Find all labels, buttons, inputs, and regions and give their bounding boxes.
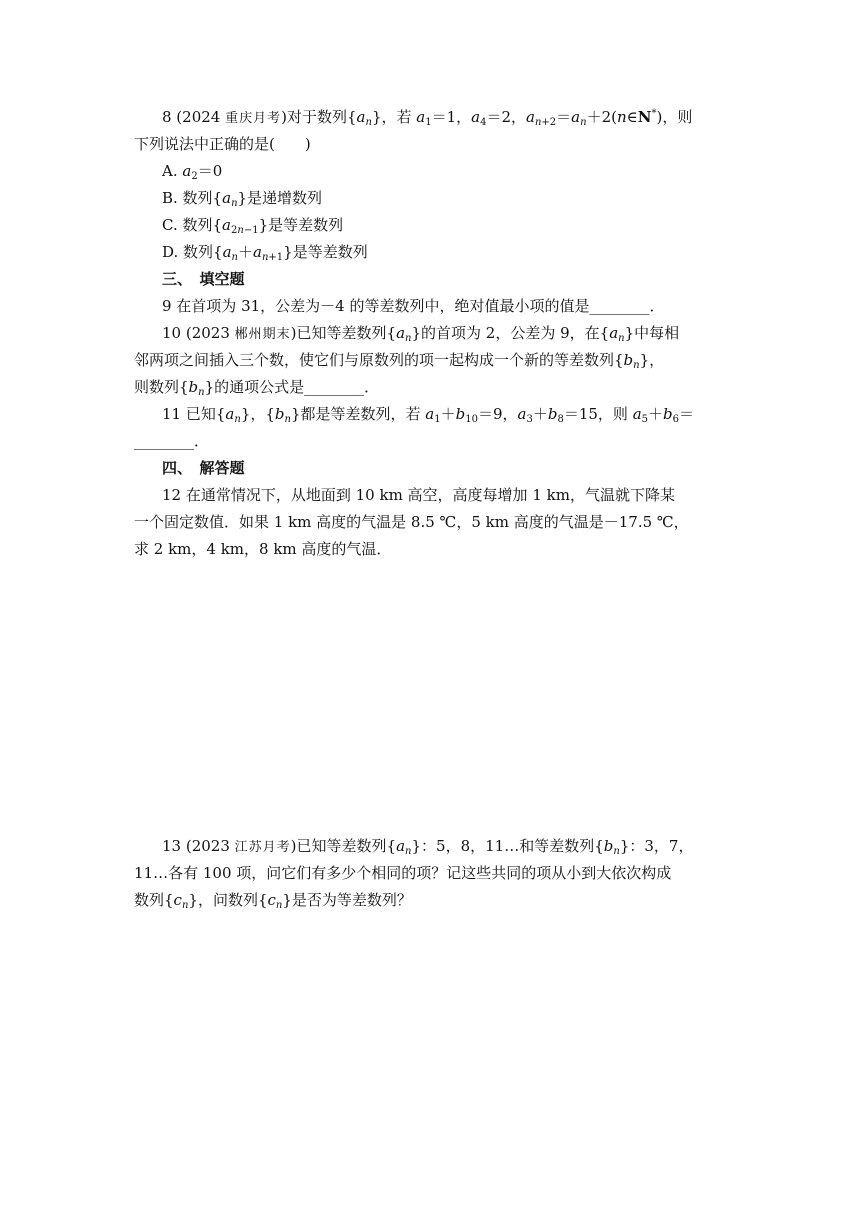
q8-option-d: D. 数列$\{a_n+a_{n+1}\}$是等差数列 [162,243,368,263]
q8-option-b: B. 数列$\{a_n\}$是递增数列 [162,189,323,209]
q13-line3: 数列$\{c_n\}$，问数列$\{c_n\}$是否为等差数列？ [134,891,412,911]
q8-line1: 8 (2024 重庆月考)对于数列$\{a_n\}$，若 $a_1=1$，$a_4=2$，$a_{n+2}=a_n+2(n\in N^*)$，则 [162,108,693,128]
q13-line2: 11…各有 100 项，问它们有多少个相同的项？记这些共同的项从小到大依次构成 [134,864,672,882]
q10-line1: 10 (2023 郴州期末)已知等差数列$\{a_n\}$的首项为 2，公差为 9，在$\{a_n\}$中每相 [162,324,680,344]
q10-line3: 则数列$\{b_n\}$的通项公式是________． [134,378,380,398]
q11-line1: 11 已知$\{a_n\}$，$\{b_n\}$都是等差数列，若 $a_1+b_{10}=9$，$a_3+b_8=15$，则 $a_5+b_6=$ [162,405,695,425]
q8-option-a: A. $a_2=0$ [162,162,223,182]
section-heading-answer: 四、 解答题 [162,459,245,477]
q8-line2: 下列说法中正确的是( ) [134,135,311,153]
q12-line2: 一个固定数值．如果 1 km 高度的气温是 8.5 ℃，5 km 高度的气温是－17.5 ℃， [134,513,689,531]
q13-line1: 13 (2023 江苏月考)已知等差数列$\{a_n\}$：5，8，11…和等差数列$\{b_n\}$：3，7， [162,837,694,857]
q11-line2: ________． [134,432,210,450]
q8-option-c: C. 数列$\{a_{2n-1}\}$是等差数列 [162,216,344,236]
section-heading-fill-in: 三、 填空题 [162,270,245,288]
q10-line2: 邻两项之间插入三个数，使它们与原数列的项一起构成一个新的等差数列$\{b_n\}$， [134,351,665,371]
q12-line1: 12 在通常情况下，从地面到 10 km 高空，高度每增加 1 km，气温就下降某 [162,486,675,504]
q12-line3: 求 2 km，4 km，8 km 高度的气温． [134,540,392,558]
q9-line: 9 在首项为 31，公差为－4 的等差数列中，绝对值最小项的值是________． [162,297,665,315]
